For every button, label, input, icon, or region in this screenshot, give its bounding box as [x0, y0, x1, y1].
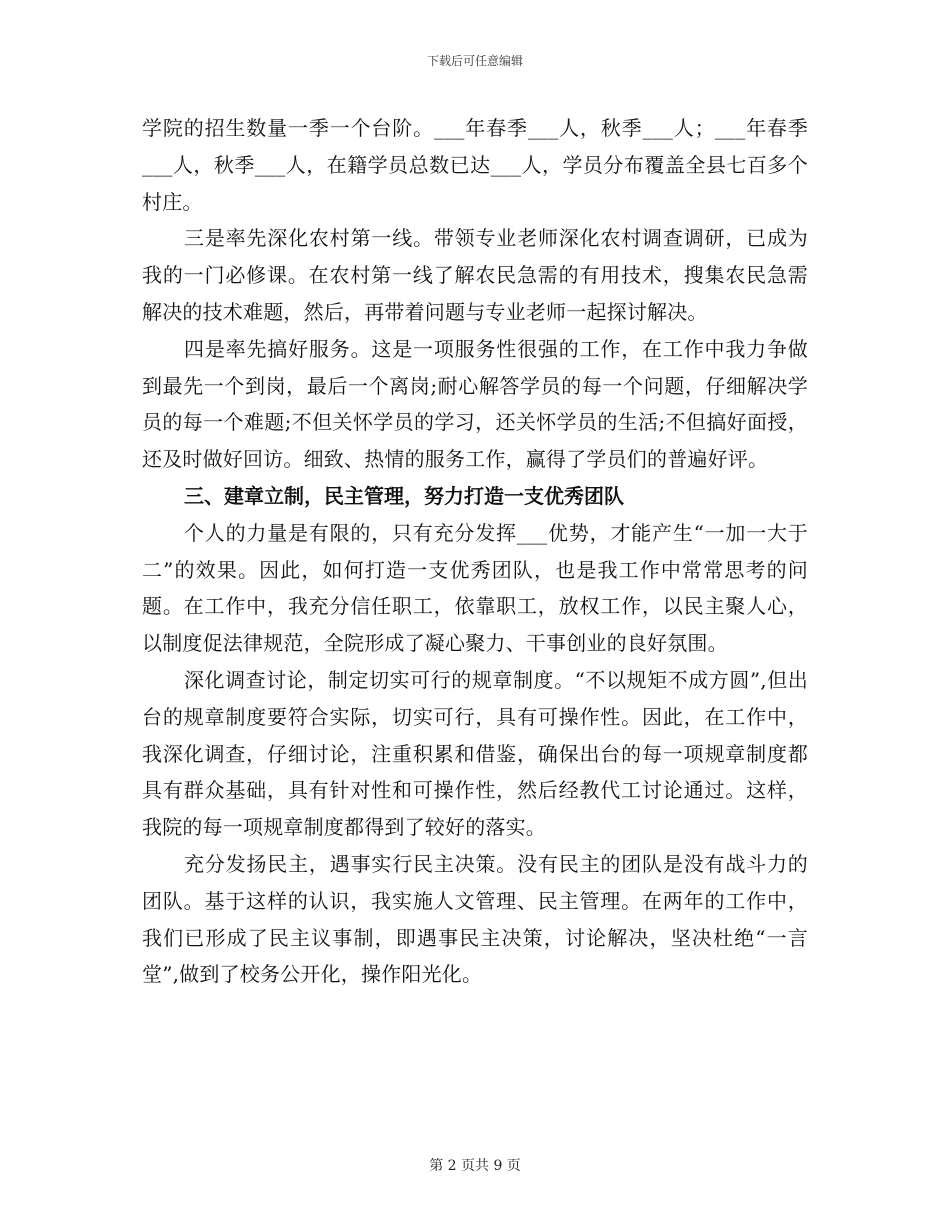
paragraph-service: 四是率先搞好服务。这是一项服务性很强的工作，在工作中我力争做到最先一个到岗，最后一个离岗;耐心解答学员的每一个问题，仔细解决学员的每一个难题;不但关怀学员的学习，还关怀学员的生活;不但搞好面授，还及时做好回访。细致、热情的服务工作，赢得了学员们的普遍好评。	[142, 336, 808, 472]
paragraph-rural-frontline: 三是率先深化农村第一线。带领专业老师深化农村调查调研，已成为我的一门必修课。在农村第一线了解农民急需的有用技术，搜集农民急需解决的技术难题，然后，再带着问题与专业老师一起探讨解决。	[142, 226, 808, 324]
paragraph-enrollment: 学院的招生数量一季一个台阶。___年春季___人，秋季___人；___年春季___人，秋季___人，在籍学员总数已达___人，学员分布覆盖全县七百多个村庄。	[142, 116, 808, 214]
paragraph-democracy: 充分发扬民主，遇事实行民主决策。没有民主的团队是没有战斗力的团队。基于这样的认识，我实施人文管理、民主管理。在两年的工作中，我们已形成了民主议事制，即遇事民主决策，讨论解决，坚决杜绝“一言堂”,做到了校务公开化，操作阳光化。	[142, 851, 808, 987]
document-body	[142, 110, 808, 993]
page-header: 下载后可任意编辑	[426, 54, 523, 68]
paragraph-team: 个人的力量是有限的，只有充分发挥___优势，才能产生“一加一大于二”的效果。因此，如何打造一支优秀团队，也是我工作中常常思考的问题。在工作中，我充分信任职工，依靠职工，放权工作，以民主聚人心，以制度促法律规范，全院形成了凝心聚力、干事创业的良好氛围。	[142, 520, 808, 656]
paragraph-regulations: 深化调查讨论，制定切实可行的规章制度。“不以规矩不成方圆”,但出台的规章制度要符合实际，切实可行，具有可操作性。因此，在工作中，我深化调查，仔细讨论，注重积累和借鉴，确保出台的每一项规章制度都具有群众基础，具有针对性和可操作性，然后经教代工讨论通过。这样，我院的每一项规章制度都得到了较好的落实。	[142, 667, 808, 840]
section-heading: 三、建章立制，民主管理，努力打造一支优秀团队	[184, 483, 624, 508]
page-footer: 第 2 页共 9 页	[429, 1158, 521, 1174]
